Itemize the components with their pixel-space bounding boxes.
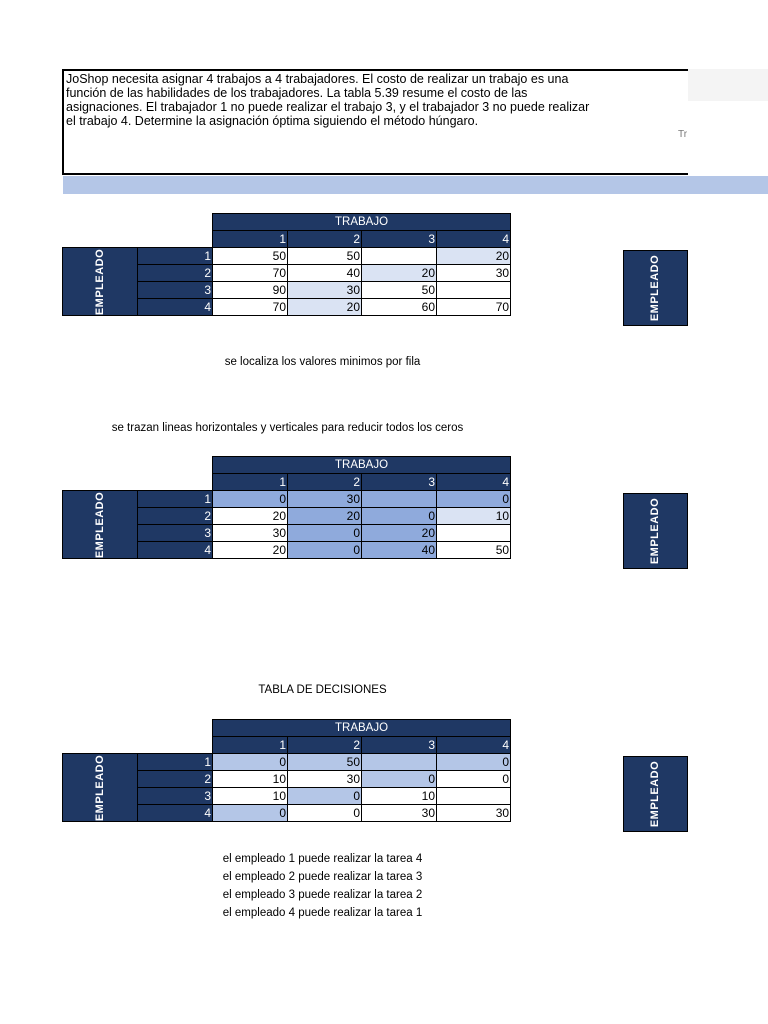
conclusion-line: el empleado 2 puede realizar la tarea 3 [222,871,423,883]
table-row [63,754,511,771]
job-column-header: 2 [288,231,362,248]
highlight-band [63,176,768,194]
cost-cell: 0 [288,525,362,542]
cost-cell: 30 [437,265,511,282]
adjacent-cell-area [688,69,768,101]
cost-cell: 20 [362,525,437,542]
cost-cell: 0 [213,491,288,508]
empleado-label: EMPLEADO [63,248,138,316]
cost-cell: 0 [437,491,511,508]
table-row [63,248,511,265]
problem-line: función de las habilidades de los trabajadores. La tabla 5.39 resume el costo de las [66,86,528,100]
conclusions-list [180,850,465,922]
cost-cell: 30 [437,805,511,822]
cost-cell: 0 [288,805,362,822]
cost-cell [362,754,437,771]
job-column-header: 1 [213,231,288,248]
job-column-header: 4 [437,737,511,754]
table-row [63,491,511,508]
cost-cell: 20 [288,508,362,525]
cost-cell: 10 [362,788,437,805]
cost-cell: 60 [362,299,437,316]
cost-cell: 20 [288,299,362,316]
cost-cell [437,282,511,299]
conclusion-line: el empleado 1 puede realizar la tarea 4 [222,853,423,865]
employee-row-header: 2 [138,771,213,788]
cost-cell: 20 [213,542,288,559]
job-column-header: 1 [213,737,288,754]
cost-cell [437,788,511,805]
cost-cell: 20 [362,265,437,282]
clipped-text-snippet: Tr [678,129,688,140]
conclusion-line: el empleado 3 puede realizar la tarea 2 [222,889,423,901]
cost-cell: 0 [437,754,511,771]
job-column-header: 2 [288,474,362,491]
matrix-grid [62,213,511,316]
cost-cell: 30 [288,771,362,788]
employee-row-header: 2 [138,265,213,282]
cost-cell: 40 [288,265,362,282]
cost-cell: 40 [362,542,437,559]
cost-cell: 0 [437,771,511,788]
cost-cell: 0 [288,788,362,805]
employee-row-header: 3 [138,525,213,542]
empleado-label: EMPLEADO [63,491,138,559]
cost-cell: 0 [288,542,362,559]
cost-cell: 50 [288,248,362,265]
decision-table-title: TABLA DE DECISIONES [258,684,387,696]
job-column-header: 3 [362,231,437,248]
trabajo-header: TRABAJO [213,457,511,474]
job-column-header: 4 [437,474,511,491]
side-empleado-label: EMPLEADO [623,756,688,832]
cost-cell: 0 [362,508,437,525]
employee-row-header: 4 [138,805,213,822]
cost-cell: 0 [213,805,288,822]
cost-cell: 30 [288,282,362,299]
conclusion-line: el empleado 4 puede realizar la tarea 1 [222,907,423,919]
cost-cell: 30 [362,805,437,822]
cost-cell [437,525,511,542]
empleado-label: EMPLEADO [63,754,138,822]
cost-cell: 50 [437,542,511,559]
cost-cell: 50 [288,754,362,771]
employee-row-header: 4 [138,542,213,559]
cost-cell: 0 [362,771,437,788]
side-empleado-label: EMPLEADO [623,250,688,326]
cost-cell: 10 [213,771,288,788]
employee-row-header: 3 [138,788,213,805]
job-column-header: 3 [362,474,437,491]
cost-cell [362,248,437,265]
job-column-header: 2 [288,737,362,754]
employee-row-header: 3 [138,282,213,299]
employee-row-header: 1 [138,248,213,265]
cost-cell: 70 [213,299,288,316]
note-row-minimums: se localiza los valores minimos por fila [224,356,421,368]
cost-cell [362,491,437,508]
cost-cell: 50 [213,248,288,265]
cost-cell: 70 [213,265,288,282]
cost-cell: 0 [213,754,288,771]
trabajo-header: TRABAJO [213,720,511,737]
cost-cell: 90 [213,282,288,299]
employee-row-header: 1 [138,491,213,508]
problem-line: JoShop necesita asignar 4 trabajos a 4 trabajadores. El costo de realizar un trabajo es una [66,72,569,86]
matrix-grid [62,456,511,559]
employee-row-header: 2 [138,508,213,525]
cost-cell: 50 [362,282,437,299]
cost-cell: 10 [437,508,511,525]
job-column-header: 4 [437,231,511,248]
note-lines: se trazan lineas horizontales y verticales para reducir todos los ceros [111,422,464,434]
job-column-header: 1 [213,474,288,491]
cost-cell: 10 [213,788,288,805]
problem-line: el trabajo 4. Determine la asignación óptima siguiendo el método húngaro. [66,114,479,128]
matrix-grid [62,719,511,822]
employee-row-header: 1 [138,754,213,771]
problem-statement [62,69,688,175]
cost-cell: 20 [213,508,288,525]
cost-cell: 20 [437,248,511,265]
employee-row-header: 4 [138,299,213,316]
side-empleado-label: EMPLEADO [623,493,688,569]
cost-cell: 30 [213,525,288,542]
cost-cell: 70 [437,299,511,316]
job-column-header: 3 [362,737,437,754]
problem-line: asignaciones. El trabajador 1 no puede realizar el trabajo 3, y el trabajador 3 no puede realizar [66,100,590,114]
trabajo-header: TRABAJO [213,214,511,231]
cost-cell: 30 [288,491,362,508]
